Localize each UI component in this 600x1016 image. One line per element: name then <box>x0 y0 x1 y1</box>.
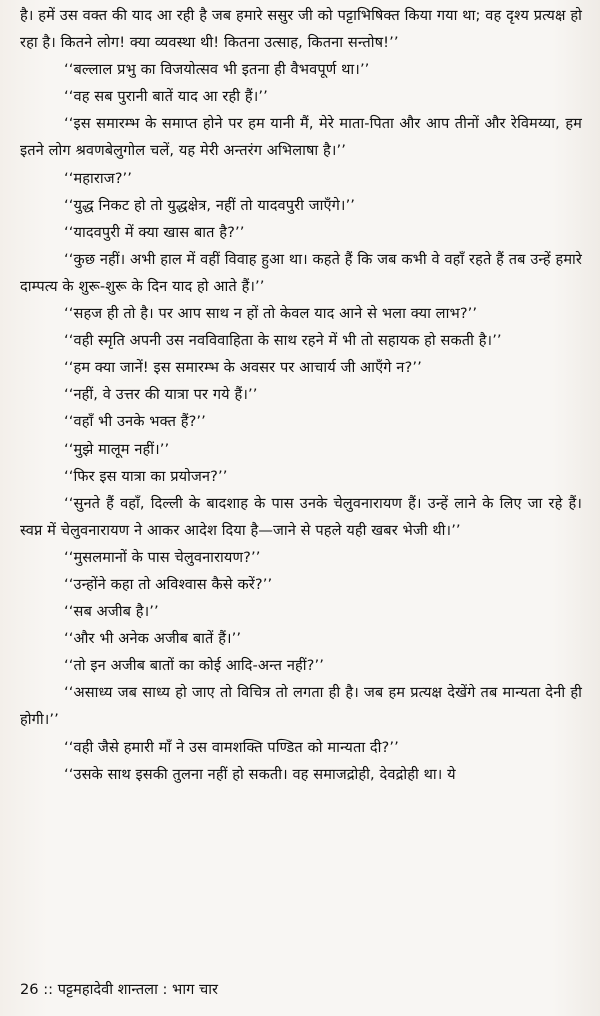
paragraph: ‘‘वहाँ भी उनके भक्त हैं?’’ <box>64 413 206 431</box>
page-number: 26 <box>20 981 39 998</box>
paragraph: ‘‘बल्लाल प्रभु का विजयोत्सव भी इतना ही वैभवपूर्ण था।’’ <box>64 61 370 79</box>
book-title: पट्टमहादेवी शान्तला : भाग चार <box>57 981 218 998</box>
paragraph: ‘‘फिर इस यात्रा का प्रयोजन?’’ <box>64 467 228 485</box>
paragraph: है। हमें उस वक्त की याद आ रही है जब हमारे ससुर जी को पट्टाभिषिक्त किया गया था; वह दृश्य प्रत्यक्ष हो रहा है। कितने लोग! क्या व्यवस्था थी! कितना उत्साह, कितना सन्तोष!’’ <box>20 7 582 52</box>
paragraph: ‘‘वही जैसे हमारी माँ ने उस वामशक्ति पण्डित को मान्यता दी?’’ <box>64 738 399 756</box>
body-text <box>20 2 582 788</box>
paragraph: ‘‘सब अजीब है।’’ <box>64 603 159 621</box>
paragraph: ‘‘वही स्मृति अपनी उस नवविवाहिता के साथ रहने में भी तो सहायक हो सकती है।’’ <box>64 332 502 350</box>
paragraph: ‘‘यादवपुरी में क्या खास बात है?’’ <box>64 223 245 241</box>
paragraph: ‘‘और भी अनेक अजीब बातें हैं।’’ <box>64 630 242 648</box>
paragraph: ‘‘युद्ध निकट हो तो युद्धक्षेत्र, नहीं तो यादवपुरी जाएँगे।’’ <box>64 196 356 214</box>
paragraph: ‘‘सुनते हैं वहाँ, दिल्ली के बादशाह के पास उनके चेलुवनारायण हैं। उन्हें लाने के लिए जा रहे हैं। स्वप्न में चेलुवनारायण ने आकर आदेश दिया है—जाने से पहले यही खबर भेजी थी।’’ <box>20 494 582 539</box>
paragraph: ‘‘उसके साथ इसकी तुलना नहीं हो सकती। वह समाजद्रोही, देवद्रोही था। ये <box>64 765 456 783</box>
paragraph: ‘‘हम क्या जानें! इस समारम्भ के अवसर पर आचार्य जी आएँगे न?’’ <box>64 359 422 377</box>
paragraph: ‘‘वह सब पुरानी बातें याद आ रही हैं।’’ <box>64 88 268 106</box>
paragraph: ‘‘सहज ही तो है। पर आप साथ न हों तो केवल याद आने से भला क्या लाभ?’’ <box>64 305 478 323</box>
footer-separator: :: <box>43 981 54 998</box>
paragraph: ‘‘मुझे मालूम नहीं।’’ <box>64 440 170 458</box>
paragraph: ‘‘इस समारम्भ के समाप्त होने पर हम यानी मैं, मेरे माता-पिता और आप तीनों और रेविमय्या, हम इतने लोग श्रवणबेलुगोल चलें, यह मेरी अन्तरंग अभिलाषा है।’’ <box>20 115 582 160</box>
paragraph: ‘‘मुसलमानों के पास चेलुवनारायण?’’ <box>64 548 261 566</box>
page-footer <box>20 980 218 1000</box>
paragraph: ‘‘कुछ नहीं। अभी हाल में वहीं विवाह हुआ था। कहते हैं कि जब कभी वे वहाँ रहते हैं तब उन्हें हमारे दाम्पत्य के शुरू-शुरू के दिन याद हो आते हैं।’’ <box>20 250 582 295</box>
paragraph: ‘‘महाराज?’’ <box>64 169 133 187</box>
paragraph: ‘‘उन्होंने कहा तो अविश्वास कैसे करें?’’ <box>64 575 273 593</box>
paragraph: ‘‘असाध्य जब साध्य हो जाए तो विचित्र तो लगता ही है। जब हम प्रत्यक्ष देखेंगे तब मान्यता देनी ही होगी।’’ <box>20 684 582 729</box>
paragraph: ‘‘तो इन अजीब बातों का कोई आदि-अन्त नहीं?’’ <box>64 657 324 675</box>
paragraph: ‘‘नहीं, वे उत्तर की यात्रा पर गये हैं।’’ <box>64 386 258 404</box>
